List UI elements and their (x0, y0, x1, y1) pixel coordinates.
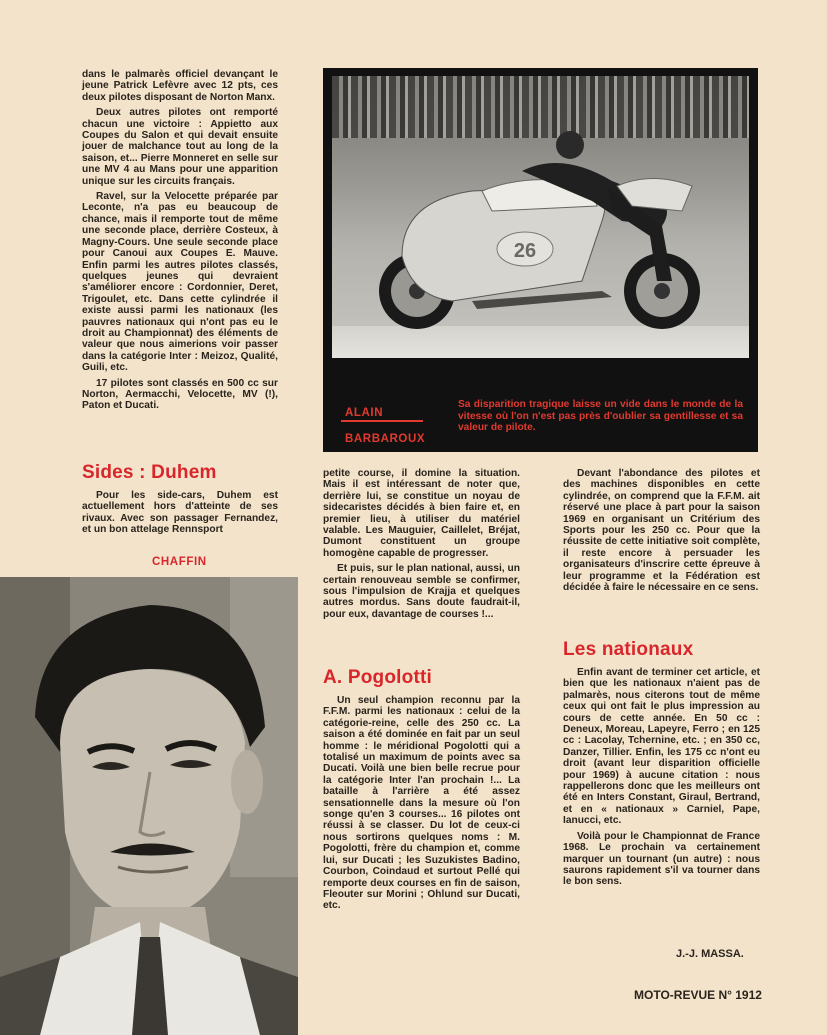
paragraph: dans le palmarès officiel devançant le jeune Patrick Lefèvre avec 12 pts, ces deux pilotes disposant de Norton Manx. (82, 69, 278, 103)
column-2 (323, 468, 520, 624)
paragraph: Voilà pour le Championnat de France 1968. Le prochain va certainement marquer un tournant (un autre) : nous saurons rapidement s'il va tourner dans le bon sens. (563, 830, 760, 888)
paragraph: 17 pilotes sont classés en 500 cc sur Norton, Aermacchi, Velocette, MV (!), Paton et Ducati. (82, 377, 278, 412)
paragraph: Devant l'abondance des pilotes et des machines disponibles en cette cylindrée, on comprend que la F.F.M. ait réservé une place à part pour la saison 1969 en organisant un Critérium des Sports pour les 250 cc. Pour que la réussite de cette initiative soit complète, il reste encore à persuader les organisateurs d'inscrire cette épreuve à leur programme et la Fédération est décidée à faire le nécessaire en ce sens. (563, 468, 760, 594)
section-heading-sides: Sides : Duhem (82, 462, 217, 483)
caption-name-last: BARBAROUX (345, 433, 426, 445)
portrait-icon (0, 577, 298, 1035)
section-heading-nationaux: Les nationaux (563, 639, 694, 660)
caption-text: Sa disparition tragique laisse un vide dans le monde de la vitesse où l'on n'est pas près d'oublier sa gentillesse et sa valeur de pilote. (458, 399, 743, 434)
paragraph: Ravel, sur la Velocette préparée par Leconte, n'a pas eu beaucoup de chance, mais il remporte tout de même une seconde place, derrière Costeux, à Magny-Cours. Une seule seconde place pour Canoui aux Coupes E. Mauve. Enfin parmi les autres pilotes classés, quelques jeunes qui devraient s'améliorer encore : Cordonnier, Deret, Trigoulet, etc. Dans cette cylindrée il existe aussi parmi les nationaux (les pauvres nationaux qui n'ont pas eu le droit au Championnat) des éléments de valeur que nous aimerions voir passer dans la catégorie Inter : Meizoz, Qualité, Guili, etc. (82, 191, 278, 374)
race-number: 26 (513, 240, 537, 262)
paragraph: Deux autres pilotes ont remporté chacun une victoire : Appietto aux Coupes du Salon et qui devait ensuite jouer de malchance tout au long de la saison, et... Pierre Monneret en selle sur une MV 4 au Mans pour une apparition unique sur les circuits français. (82, 107, 278, 187)
paragraph: petite course, il domine la situation. Mais il est intéressant de noter que, derrière lui, se constitue un noyau de sidecaristes décidés à bien faire et, en premier lieu, à utiliser du matériel valable. Les Mauguier, Caillelet, Bréjat, Dumont constituent un groupe homogène capable de progresser. (323, 468, 520, 559)
photo-credit: CHAFFIN (152, 556, 207, 568)
page-footer: MOTO-REVUE N° 1912 (634, 988, 762, 1002)
author-signature: J.-J. MASSA. (676, 948, 744, 960)
paragraph: Enfin avant de terminer cet article, et bien que les nationaux n'aient pas de palmarès, nous citerons tout de même ceux qui ont fait le plus impression au cours de cette année. En 50 cc : Deneux, Moreau, Lapeyre, Ferro ; en 125 cc : Lacolay, Tchernine, etc. ; en 350 cc, Danzer, Tillier. Enfin, les 175 cc n'ont eu droit (avant leur disparition officielle pour 1969) à aucune citation : nous rappellerons donc que les meilleurs ont été en Inters Constant, Giraul, Bertrand, et en « nationaux » Carniel, Pape, Ianucci, etc. (563, 667, 760, 827)
motorcycle-icon (362, 131, 722, 331)
column-3-lower (563, 667, 760, 892)
caption-divider (341, 420, 423, 422)
paragraph: Pour les side-cars, Duhem est actuellement hors d'atteinte de ses rivaux. Avec son passager Fernandez, et un bon attelage Rennsport (82, 490, 278, 536)
race-photo (323, 68, 758, 452)
sides-text (82, 490, 278, 540)
motorcycle-photo (332, 76, 749, 358)
paragraph: Et puis, sur le plan national, aussi, un certain renouveau semble se confirmer, sous l'impulsion de Krajja et quelques autres mordus. Sans doute faudrait-il, pour eux, davantage de courses !... (323, 563, 520, 620)
caption-names (345, 400, 425, 452)
portrait-photo (0, 577, 298, 1035)
column-3 (563, 468, 760, 597)
section-heading-pogolotti: A. Pogolotti (323, 667, 432, 688)
crowd-background (332, 76, 749, 138)
caption-name-first: ALAIN (345, 407, 384, 419)
column-1 (82, 69, 278, 416)
column-2-lower (323, 695, 520, 916)
paragraph: Un seul champion reconnu par la F.F.M. parmi les nationaux : celui de la catégorie-reine, celle des 250 cc. La saison a été dominée en fait par un seul homme : le méridional Pogolotti qui a totalisé un maximum de points avec sa Ducati. Voilà une bien belle recrue pour la catégorie Inter l'an prochain !... La bataille à l'arrière a été assez sensationnelle dans la mesure où l'on songe qu'en 3 courses... 16 pilotes ont réussi à se classer. Du lot de ceux-ci nous sortirons quelques noms : M. Pogolotti, frère du champion et, comme lui, sur Ducati ; les Suzukistes Badino, Courbon, Coindaud et surtout Pellé qui remporte deux courses en fin de saison, Fleouter sur Morini ; Ohlund sur Ducati, etc. (323, 695, 520, 912)
